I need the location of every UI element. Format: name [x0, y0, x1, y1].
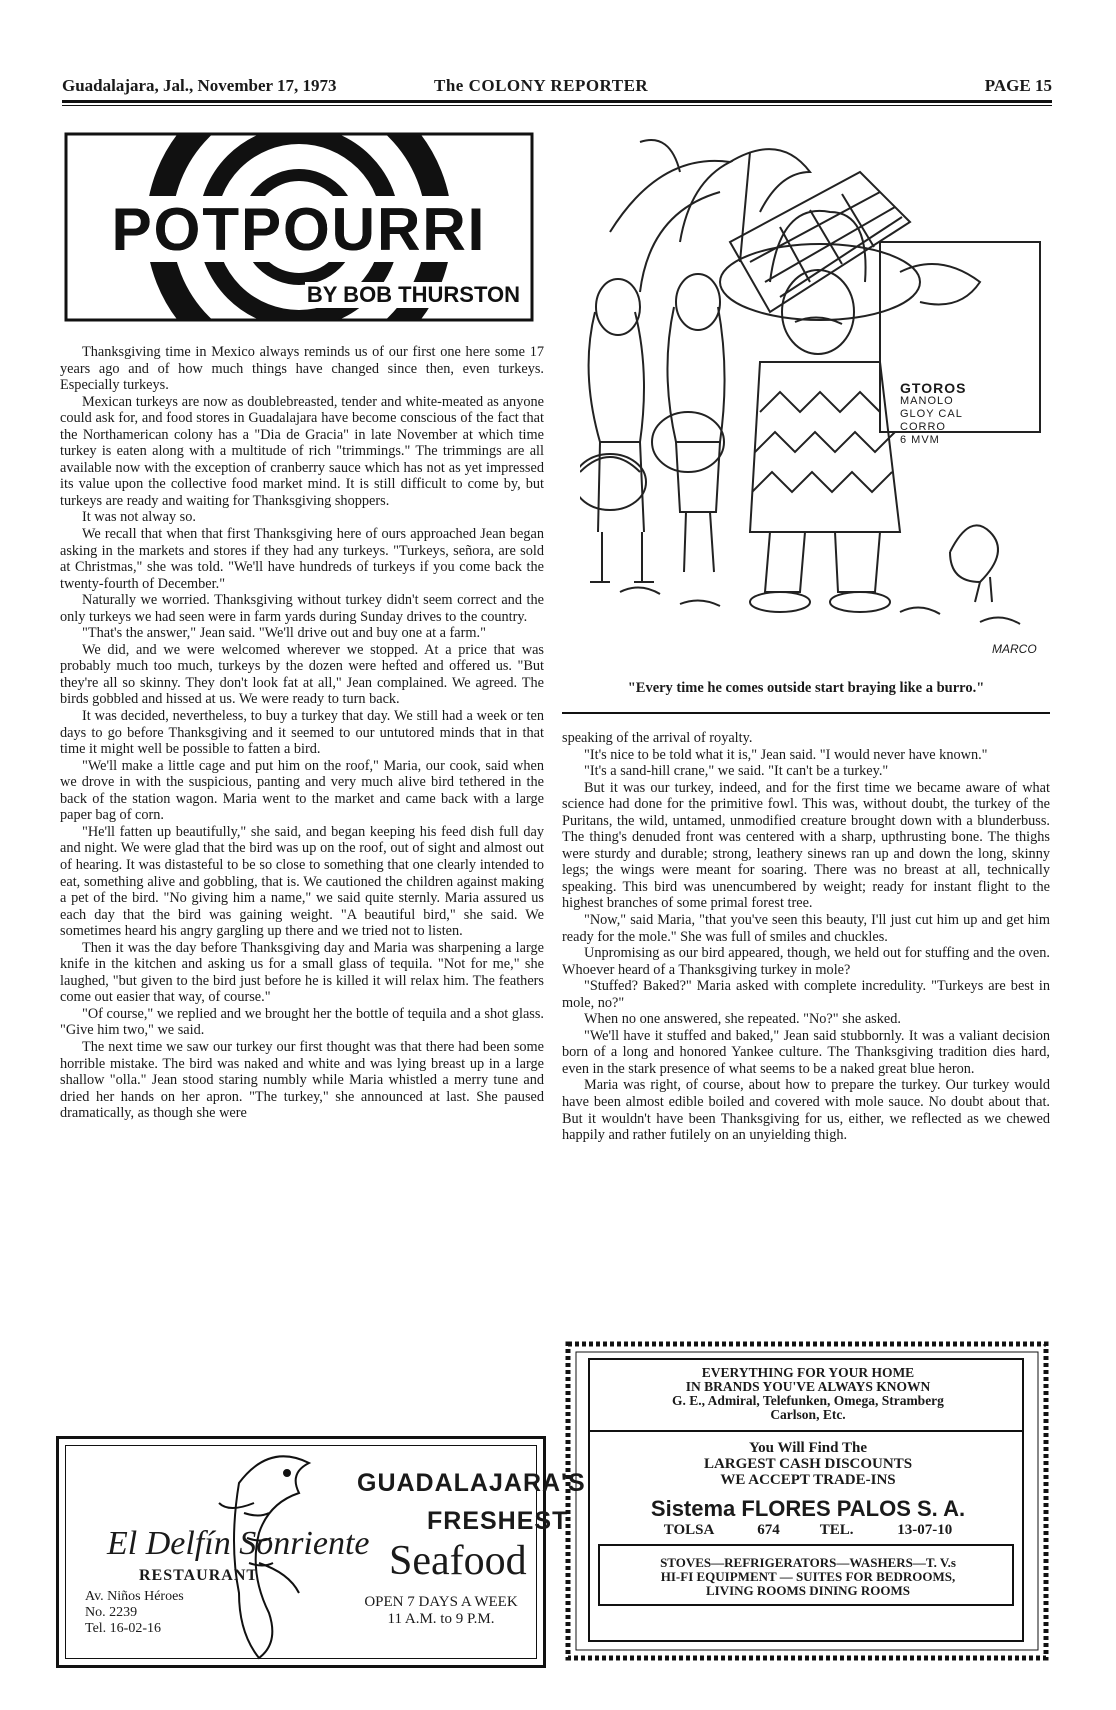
- header-rule-thin: [62, 105, 1052, 106]
- restaurant-hours: [341, 1594, 541, 1628]
- article-paragraph: "Now," said Maria, "that you've seen this beauty, I'll just cut him up and get him ready for the mole." She was full of smiles and chuckles.: [562, 912, 1050, 945]
- poster-line: GTOROS: [900, 380, 967, 396]
- column-masthead: [64, 132, 534, 322]
- poster-line: 6 MVM: [900, 434, 940, 446]
- article-paragraph: When no one answered, she repeated. "No?" she asked.: [584, 1011, 901, 1028]
- cartoon-drawing: [580, 112, 1050, 672]
- article-paragraph: "It's a sand-hill crane," we said. "It can't be a turkey.": [584, 763, 889, 780]
- article-paragraph: "Of course," we replied and we brought her the bottle of tequila and a shot glass. "Give him two," we said.: [60, 1005, 544, 1039]
- store-contact: [590, 1522, 1026, 1539]
- hours-line: OPEN 7 DAYS A WEEK: [364, 1594, 518, 1610]
- article-paragraph: The next time we saw our turkey our first thought was that there had been some horrible mistake. The bird was naked and white and was lying breast up in a large shallow "olla." Jean stood staring numbly while Maria whistled a merry tune and dried her hands on her apron. "The turkey," she announced at last. She paused dramatically, as though she were: [60, 1038, 544, 1122]
- ad-products-block: [590, 1556, 1026, 1598]
- ad-line: LIVING ROOMS DINING ROOMS: [705, 1583, 911, 1598]
- header-page-number: PAGE 15: [984, 76, 1052, 95]
- restaurant-label: RESTAURANT: [139, 1567, 259, 1584]
- ad-line: You Will Find The: [749, 1440, 867, 1456]
- article-paragraph: But it was our turkey, indeed, and for the first time we became aware of what science had done for the primitive fowl. This was, without doubt, the turkey of the Puritans, the wild, untamed, unmodified creature brought down with a blunderbuss. The thing's denuded front was centered with a sharp, upthrusting bone. The thighs were sturdy and durable; strong, leathery sinews ran up and down the long, skinny legs; the wings were meant for soaring. There was no breast at all, technically speaking. This bird was unencumbered by weight; ready for instant flight to the highest branches of some primal forest tree.: [562, 779, 1050, 912]
- restaurant-name-script: El Delfín Sonriente: [107, 1525, 370, 1562]
- article-paragraph: Unpromising as our bird appeared, though, we held out for stuffing and the oven. Whoever heard of a Thanksgiving turkey in mole?: [562, 945, 1050, 978]
- ad-headline-2: FRESHEST: [427, 1507, 569, 1535]
- store-street: TOLSA 674: [663, 1522, 780, 1538]
- cartoon-illustration: [580, 112, 1050, 672]
- poster-line: GLOY CAL: [900, 408, 963, 420]
- article-column-left: [60, 344, 544, 1122]
- ad-line: IN BRANDS YOU'VE ALWAYS KNOWN: [685, 1379, 931, 1394]
- article-paragraph: We did, and we were welcomed wherever we stopped. At a price that was probably much too much, turkeys by the dozen were hefted and offered us. "But they're all so skinny. They don't look fat at all," Jean complained. We agreed. The birds gobbled and hissed at us. We were ready to turn back.: [60, 641, 544, 708]
- article-paragraph: Then it was the day before Thanksgiving day and Maria was sharpening a large knife in the kitchen and asking us for a small glass of tequila. "Not for me," she laughed, "but given to the bird just before he is killed it will relax him. The feathers come out easier that way, of course.": [60, 939, 544, 1006]
- poster-text: [900, 382, 966, 447]
- store-advertisement: [560, 1336, 1054, 1666]
- ad-line: HI-FI EQUIPMENT — SUITES FOR BEDROOMS,: [660, 1569, 956, 1584]
- article-paragraph: We recall that when that first Thanksgiving here of ours approached Jean began asking in the markets and stores if they had any turkeys. "Turkeys, señora, are sold at Christmas," she was told. "We'll have hundreds of turkeys if you come back the twenty-fourth of December.": [60, 526, 544, 592]
- store-name: Sistema FLORES PALOS S. A.: [650, 1496, 966, 1521]
- ad-discount-block: [590, 1440, 1026, 1488]
- hours-line: 11 A.M. to 9 P.M.: [387, 1611, 495, 1627]
- article-paragraph: Naturally we worried. Thanksgiving without turkey didn't seem correct and the only turkeys we had seen were in farm yards during Sunday drives to the country.: [60, 592, 544, 625]
- page-header: [62, 76, 1052, 100]
- ad-seafood: Seafood: [389, 1538, 527, 1584]
- header-rule: [62, 100, 1052, 103]
- poster-line: CORRO: [900, 421, 946, 433]
- article-paragraph: "We'll have it stuffed and baked," Jean said stubbornly. It was a valiant decision born of a long and honored Yankee culture. The Thanksgiving tradition dies hard, even in the stark presence of what seems to be a naked great blue heron.: [562, 1027, 1050, 1077]
- article-paragraph: "He'll fatten up beautifully," she said, and began keeping his feed dish full day and night. We were glad that the bird was up on the roof, out of sight and almost out of hearing. It was distasteful to be so close to something that one clearly intended to eat, something alive and gobbling, that is. We cautioned the children against making a pet of the bird. "No giving him a name," we said quite sternly. Maria assured us each day that the bird was gaining weight. "A beautiful bird," she said. We sometimes heard his angry gargling up there and we tried not to listen.: [60, 823, 544, 940]
- article-paragraph: Maria was right, of course, about how to prepare the turkey. Our turkey would have been almost edible boiled and covered with mole sauce. No doubt about that. But it wouldn't have been Thanksgiving for us, either, we reflected as we chewed happily and rather futilely on an unyielding thigh.: [562, 1077, 1050, 1144]
- article-paragraph: "We'll make a little cage and put him on the roof," Maria, our cook, said when we drove in with the suspicious, panting and very much alive bird tethered in the back of the station wagon. Maria went to the market and came back with a large paper bag of corn.: [60, 757, 544, 824]
- poster-line: MANOLO: [900, 395, 954, 407]
- article-paragraph: speaking of the arrival of royalty.: [562, 730, 753, 746]
- column-byline: BY BOB THURSTON: [306, 282, 520, 307]
- cartoon-signature: MARCO: [992, 642, 1037, 656]
- article-paragraph: "It's nice to be told what it is," Jean said. "I would never have known.": [584, 746, 988, 763]
- article-paragraph: Thanksgiving time in Mexico always reminds us of our first one here some 17 years ago and of how much things have changed since then, even turkeys. Especially turkeys.: [60, 344, 544, 394]
- ad-line: G. E., Admiral, Telefunken, Omega, Stramberg: [672, 1393, 944, 1408]
- store-phone: TEL. 13-07-10: [819, 1522, 953, 1538]
- article-paragraph: Mexican turkeys are now as doublebreasted, tender and white-meated as anyone could ask for, and food stores in Guadalajara have become conscious of the fact that the Northamerican colony has a "Dia de Gracia" in late November at which time turkey is eaten along with a multitude of rich "trimmings." The trimmings are all available now with the exception of cranberry sauce which has not as yet impressed its value upon the collective food market mind. It is still difficult to come by, but turkeys are ready and waiting for Thanksgiving shoppers.: [60, 393, 544, 509]
- ad-content-box: [588, 1358, 1024, 1642]
- article-paragraph: It was decided, nevertheless, to buy a turkey that day. We still had a week or ten days to go before Thanksgiving and it seemed to our untutored minds that in that time it might well be possible to fatten a bird.: [60, 708, 544, 758]
- ad-line: WE ACCEPT TRADE-INS: [720, 1472, 896, 1488]
- restaurant-address: [85, 1589, 184, 1637]
- ad-headline-1: GUADALAJARA'S: [357, 1469, 586, 1497]
- ad-line: Carlson, Etc.: [770, 1407, 846, 1422]
- article-column-right: [562, 730, 1050, 1144]
- address-line: Av. Niños Héroes: [85, 1589, 184, 1604]
- address-line: No. 2239: [85, 1605, 138, 1620]
- header-dateline: Guadalajara, Jal., November 17, 1973: [62, 76, 337, 95]
- header-paper-name: The COLONY REPORTER: [434, 76, 649, 95]
- cartoon-caption: "Every time he comes outside start braying like a burro.": [627, 680, 985, 696]
- ad-brands-block: [590, 1366, 1026, 1422]
- ad-line: EVERYTHING FOR YOUR HOME: [701, 1365, 915, 1380]
- column-title: POTPOURRI: [111, 196, 487, 263]
- article-paragraph: "Stuffed? Baked?" Maria asked with complete incredulity. "Turkeys are best in mole, no?": [562, 978, 1050, 1011]
- article-paragraph: "That's the answer," Jean said. "We'll drive out and buy one at a farm.": [82, 625, 486, 642]
- caption-rule: [562, 712, 1050, 714]
- ad-divider: [590, 1430, 1022, 1432]
- restaurant-advertisement: [56, 1436, 586, 1668]
- ad-line: STOVES—REFRIGERATORS—WASHERS—T. V.s: [660, 1555, 956, 1570]
- ad-line: LARGEST CASH DISCOUNTS: [703, 1456, 913, 1472]
- article-paragraph: It was not alway so.: [82, 509, 196, 526]
- address-line: Tel. 16-02-16: [85, 1621, 162, 1636]
